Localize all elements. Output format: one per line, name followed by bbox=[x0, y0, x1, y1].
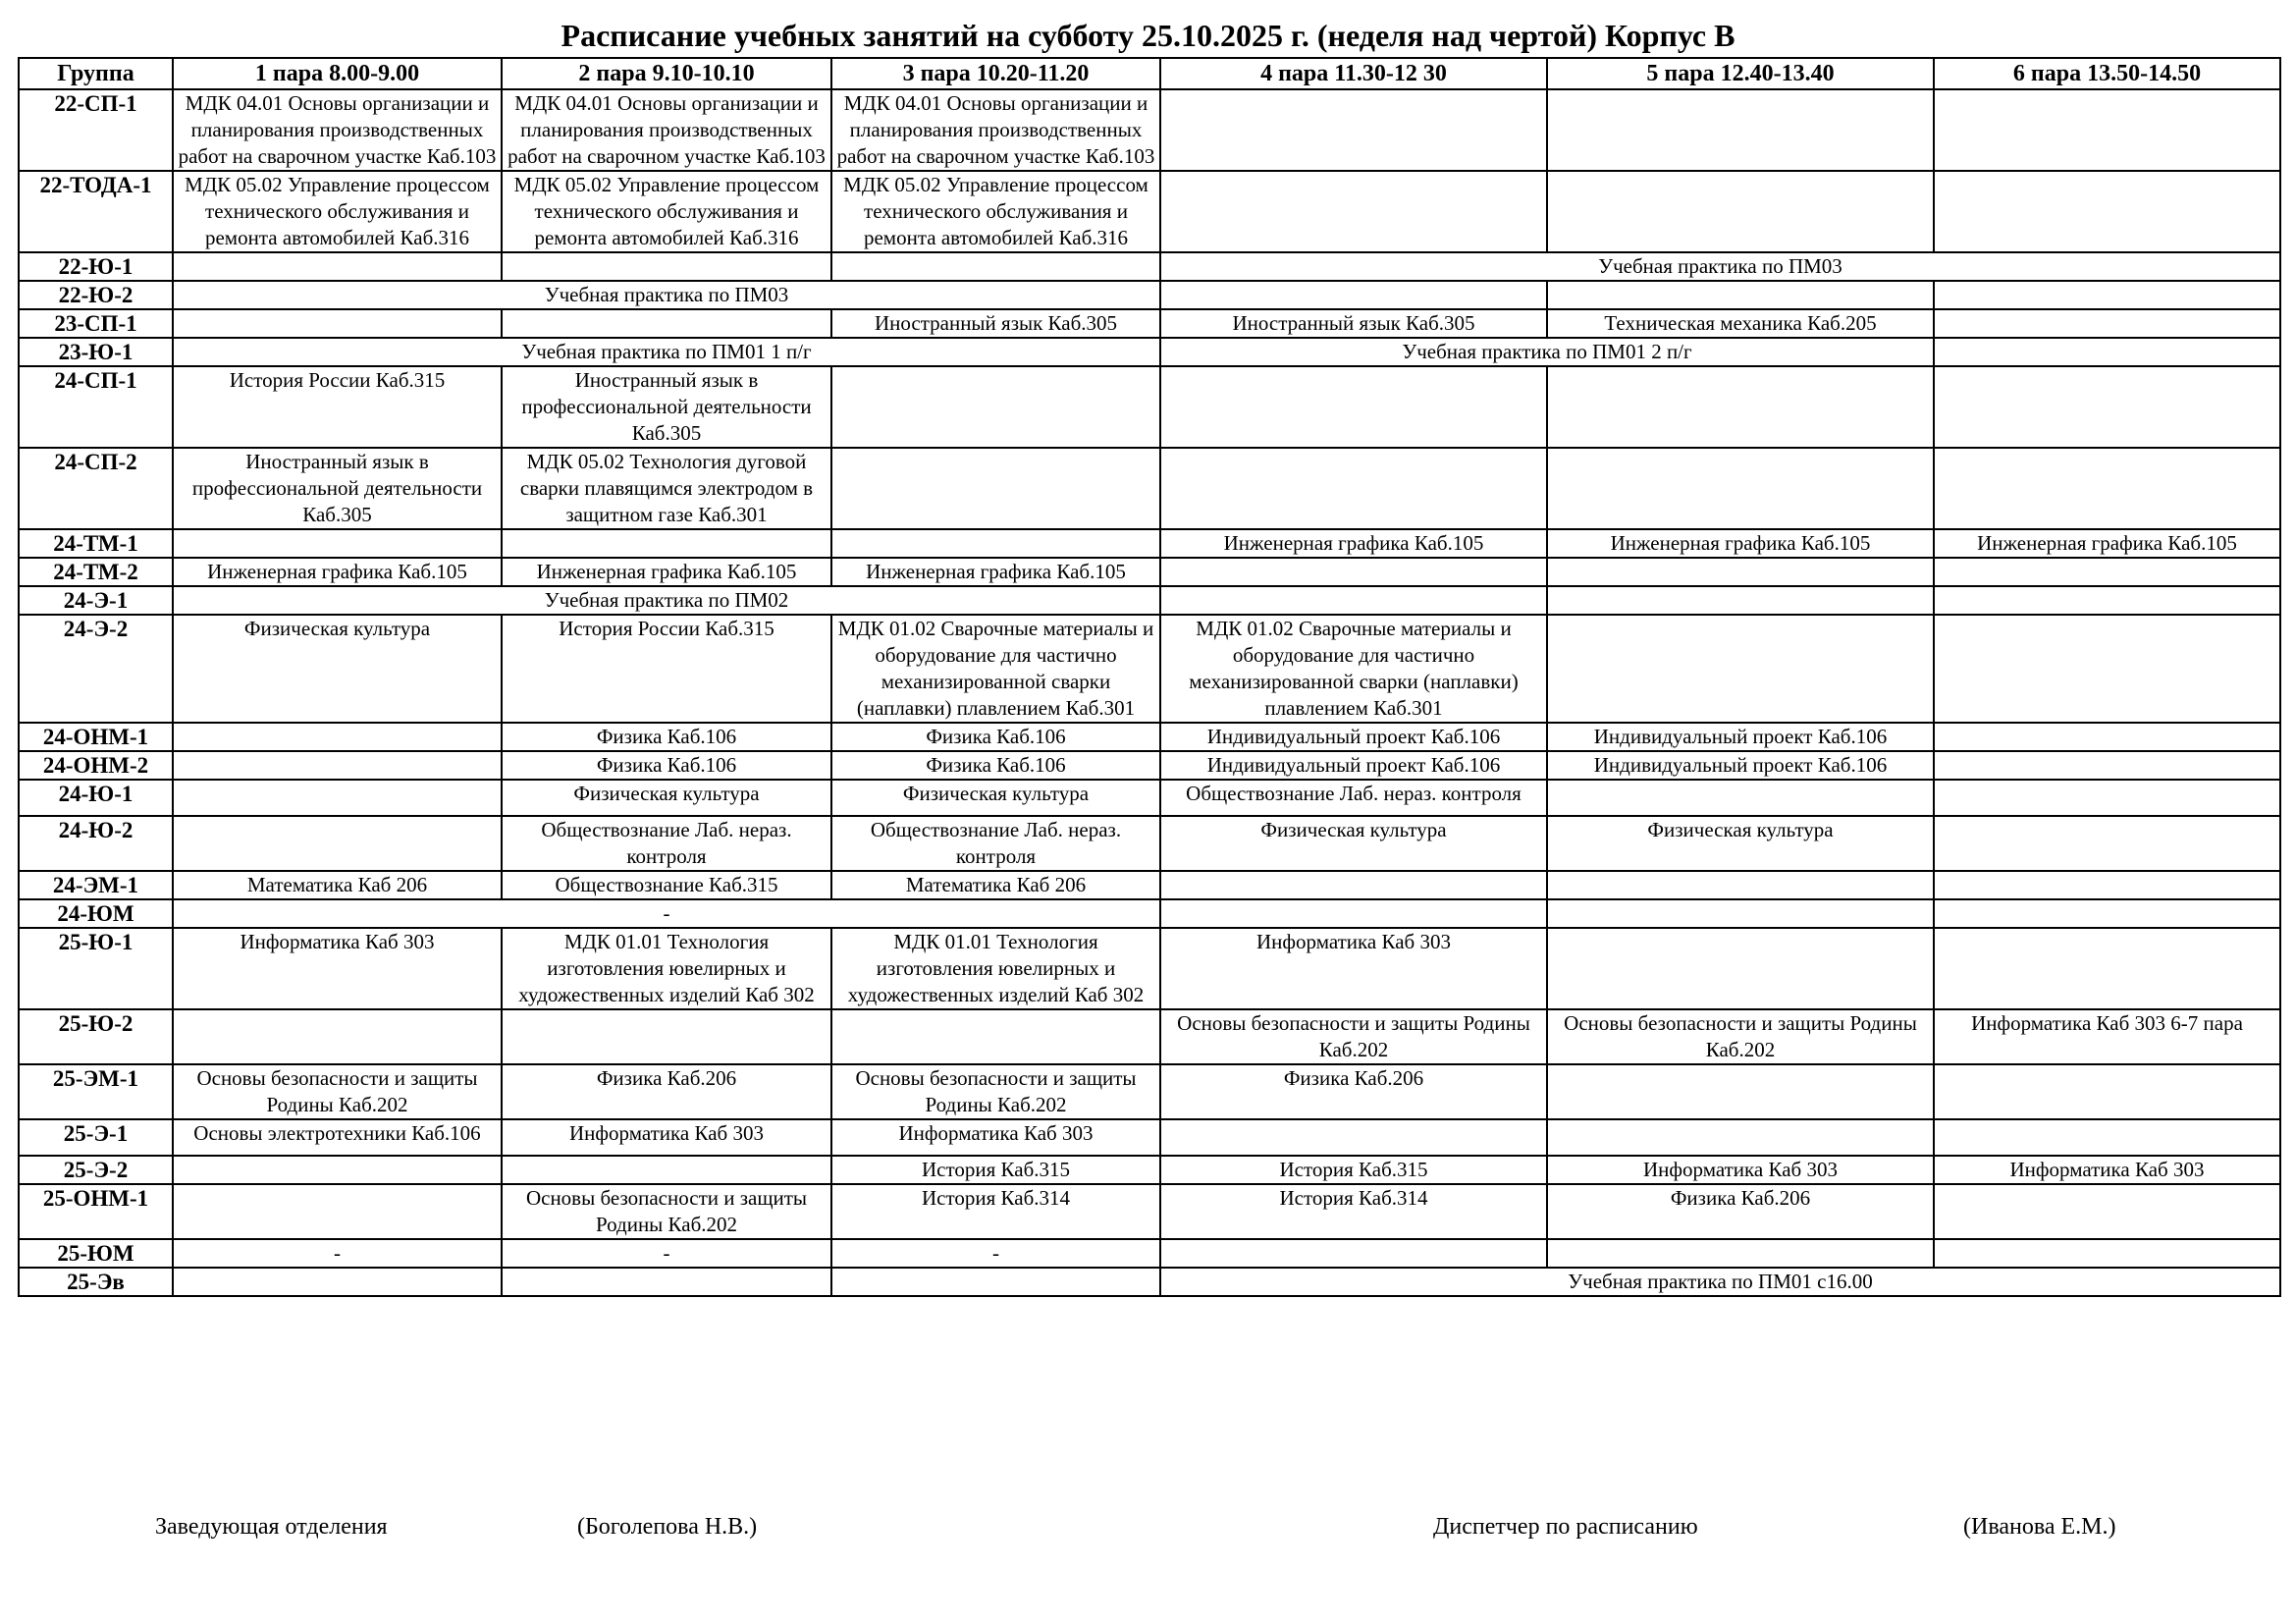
header-period-2: 2 пара 9.10-10.10 bbox=[502, 58, 831, 89]
lesson-cell bbox=[1934, 171, 2280, 252]
lesson-cell bbox=[1160, 448, 1547, 529]
schedule-row bbox=[19, 1156, 2280, 1184]
group-name-cell: 24-Э-1 bbox=[19, 586, 173, 615]
lesson-cell: Техническая механика Каб.205 bbox=[1547, 309, 1934, 338]
lesson-cell bbox=[1934, 723, 2280, 751]
dispatcher-name: (Иванова Е.М.) bbox=[1963, 1514, 2116, 1540]
group-name-cell: 23-Ю-1 bbox=[19, 338, 173, 366]
schedule-row bbox=[19, 816, 2280, 871]
lesson-cell bbox=[1934, 1184, 2280, 1239]
group-name-cell: 22-Ю-1 bbox=[19, 252, 173, 281]
lesson-cell: - bbox=[173, 1239, 502, 1268]
lesson-cell: - bbox=[173, 899, 1160, 928]
group-name-cell: 24-ЮМ bbox=[19, 899, 173, 928]
lesson-cell: - bbox=[831, 1239, 1160, 1268]
lesson-cell bbox=[502, 1156, 831, 1184]
lesson-cell: Информатика Каб 303 bbox=[502, 1119, 831, 1156]
lesson-cell bbox=[173, 751, 502, 780]
lesson-cell: Учебная практика по ПМ01 2 п/г bbox=[1160, 338, 1934, 366]
head-of-department-title: Заведующая отделения bbox=[155, 1514, 388, 1540]
signature-footer bbox=[0, 1510, 2296, 1543]
group-name-cell: 24-ЭМ-1 bbox=[19, 871, 173, 899]
lesson-cell: Обществознание Лаб. нераз. контроля bbox=[502, 816, 831, 871]
lesson-cell: МДК 04.01 Основы организации и планирования производственных работ на сварочном участке Каб.103 bbox=[831, 89, 1160, 171]
header-group: Группа bbox=[19, 58, 173, 89]
lesson-cell bbox=[1934, 281, 2280, 309]
schedule-row bbox=[19, 309, 2280, 338]
lesson-cell: Основы безопасности и защиты Родины Каб.202 bbox=[831, 1064, 1160, 1119]
lesson-cell: Физическая культура bbox=[831, 780, 1160, 816]
lesson-cell bbox=[173, 309, 502, 338]
lesson-cell: Физика Каб.206 bbox=[1547, 1184, 1934, 1239]
lesson-cell bbox=[1160, 899, 1547, 928]
schedule-row bbox=[19, 448, 2280, 529]
schedule-row bbox=[19, 871, 2280, 899]
lesson-cell bbox=[1160, 871, 1547, 899]
lesson-cell bbox=[173, 780, 502, 816]
group-name-cell: 24-ТМ-2 bbox=[19, 558, 173, 586]
lesson-cell: Физическая культура bbox=[1160, 816, 1547, 871]
lesson-cell bbox=[1547, 928, 1934, 1009]
lesson-cell: Иностранный язык в профессиональной деятельности Каб.305 bbox=[173, 448, 502, 529]
schedule-row bbox=[19, 1119, 2280, 1156]
lesson-cell: Физика Каб.206 bbox=[502, 1064, 831, 1119]
lesson-cell: Физическая культура bbox=[502, 780, 831, 816]
group-name-cell: 24-Ю-2 bbox=[19, 816, 173, 871]
lesson-cell: Физика Каб.106 bbox=[831, 723, 1160, 751]
lesson-cell bbox=[1934, 1119, 2280, 1156]
lesson-cell: Иностранный язык в профессиональной деятельности Каб.305 bbox=[502, 366, 831, 448]
lesson-cell bbox=[173, 529, 502, 558]
lesson-cell: Физика Каб.206 bbox=[1160, 1064, 1547, 1119]
lesson-cell: История Каб.314 bbox=[831, 1184, 1160, 1239]
lesson-cell: Информатика Каб 303 bbox=[1160, 928, 1547, 1009]
lesson-cell bbox=[1934, 366, 2280, 448]
lesson-cell: Иностранный язык Каб.305 bbox=[831, 309, 1160, 338]
lesson-cell: Инженерная графика Каб.105 bbox=[1160, 529, 1547, 558]
group-name-cell: 24-СП-1 bbox=[19, 366, 173, 448]
lesson-cell bbox=[1547, 780, 1934, 816]
group-name-cell: 22-ТОДА-1 bbox=[19, 171, 173, 252]
lesson-cell bbox=[1934, 816, 2280, 871]
header-period-5: 5 пара 12.40-13.40 bbox=[1547, 58, 1934, 89]
lesson-cell bbox=[1547, 366, 1934, 448]
lesson-cell: МДК 01.02 Сварочные материалы и оборудование для частично механизированной сварки (наплавки) плавлением Каб.301 bbox=[1160, 615, 1547, 723]
schedule-row bbox=[19, 1064, 2280, 1119]
lesson-cell bbox=[1547, 899, 1934, 928]
lesson-cell bbox=[1547, 1064, 1934, 1119]
schedule-row bbox=[19, 171, 2280, 252]
schedule-table bbox=[18, 57, 2281, 1297]
group-name-cell: 24-ОНМ-2 bbox=[19, 751, 173, 780]
lesson-cell bbox=[502, 252, 831, 281]
lesson-cell bbox=[831, 529, 1160, 558]
group-name-cell: 24-СП-2 bbox=[19, 448, 173, 529]
group-name-cell: 23-СП-1 bbox=[19, 309, 173, 338]
lesson-cell: Физика Каб.106 bbox=[502, 751, 831, 780]
header-period-3: 3 пара 10.20-11.20 bbox=[831, 58, 1160, 89]
lesson-cell: История Каб.315 bbox=[831, 1156, 1160, 1184]
group-name-cell: 22-Ю-2 bbox=[19, 281, 173, 309]
lesson-cell: МДК 05.02 Технология дуговой сварки плавящимся электродом в защитном газе Каб.301 bbox=[502, 448, 831, 529]
schedule-row bbox=[19, 1184, 2280, 1239]
schedule-row bbox=[19, 899, 2280, 928]
lesson-cell bbox=[1547, 171, 1934, 252]
lesson-cell bbox=[1934, 899, 2280, 928]
lesson-cell bbox=[173, 1184, 502, 1239]
group-name-cell: 24-Э-2 bbox=[19, 615, 173, 723]
group-name-cell: 24-ОНМ-1 bbox=[19, 723, 173, 751]
group-name-cell: 25-ЮМ bbox=[19, 1239, 173, 1268]
lesson-cell: Математика Каб 206 bbox=[831, 871, 1160, 899]
lesson-cell: Обществознание Лаб. нераз. контроля bbox=[831, 816, 1160, 871]
lesson-cell: Индивидуальный проект Каб.106 bbox=[1160, 723, 1547, 751]
group-name-cell: 24-ТМ-1 bbox=[19, 529, 173, 558]
group-name-cell: 25-Эв bbox=[19, 1268, 173, 1296]
lesson-cell: Обществознание Лаб. нераз. контроля bbox=[1160, 780, 1547, 816]
lesson-cell bbox=[173, 1009, 502, 1064]
lesson-cell: Основы безопасности и защиты Родины Каб.202 bbox=[1160, 1009, 1547, 1064]
lesson-cell: Учебная практика по ПМ03 bbox=[1160, 252, 2280, 281]
lesson-cell: Учебная практика по ПМ02 bbox=[173, 586, 1160, 615]
lesson-cell: МДК 05.02 Управление процессом технического обслуживания и ремонта автомобилей Каб.316 bbox=[502, 171, 831, 252]
lesson-cell: Учебная практика по ПМ01 с16.00 bbox=[1160, 1268, 2280, 1296]
lesson-cell: Обществознание Каб.315 bbox=[502, 871, 831, 899]
lesson-cell bbox=[1934, 1064, 2280, 1119]
lesson-cell bbox=[1547, 1239, 1934, 1268]
lesson-cell bbox=[831, 1268, 1160, 1296]
lesson-cell: МДК 01.01 Технология изготовления ювелирных и художественных изделий Каб 302 bbox=[831, 928, 1160, 1009]
lesson-cell: МДК 05.02 Управление процессом технического обслуживания и ремонта автомобилей Каб.316 bbox=[831, 171, 1160, 252]
lesson-cell bbox=[1160, 89, 1547, 171]
group-name-cell: 25-Ю-1 bbox=[19, 928, 173, 1009]
lesson-cell: МДК 01.02 Сварочные материалы и оборудование для частично механизированной сварки (наплавки) плавлением Каб.301 bbox=[831, 615, 1160, 723]
lesson-cell: Физика Каб.106 bbox=[831, 751, 1160, 780]
lesson-cell bbox=[1160, 281, 1547, 309]
lesson-cell: Информатика Каб 303 bbox=[1547, 1156, 1934, 1184]
header-period-6: 6 пара 13.50-14.50 bbox=[1934, 58, 2280, 89]
lesson-cell bbox=[831, 448, 1160, 529]
lesson-cell bbox=[1160, 586, 1547, 615]
lesson-cell bbox=[1934, 751, 2280, 780]
header-period-1: 1 пара 8.00-9.00 bbox=[173, 58, 502, 89]
lesson-cell bbox=[831, 252, 1160, 281]
schedule-row bbox=[19, 586, 2280, 615]
lesson-cell bbox=[1547, 448, 1934, 529]
lesson-cell: Физическая культура bbox=[173, 615, 502, 723]
lesson-cell bbox=[1934, 448, 2280, 529]
lesson-cell: Инженерная графика Каб.105 bbox=[831, 558, 1160, 586]
lesson-cell: Физика Каб.106 bbox=[502, 723, 831, 751]
lesson-cell bbox=[1934, 558, 2280, 586]
lesson-cell bbox=[1934, 928, 2280, 1009]
lesson-cell: История Каб.315 bbox=[1160, 1156, 1547, 1184]
lesson-cell: Инженерная графика Каб.105 bbox=[502, 558, 831, 586]
lesson-cell bbox=[1934, 780, 2280, 816]
lesson-cell bbox=[1160, 366, 1547, 448]
lesson-cell: Информатика Каб 303 bbox=[831, 1119, 1160, 1156]
group-name-cell: 25-Э-1 bbox=[19, 1119, 173, 1156]
lesson-cell bbox=[1547, 558, 1934, 586]
lesson-cell bbox=[1547, 281, 1934, 309]
schedule-row bbox=[19, 366, 2280, 448]
schedule-row bbox=[19, 558, 2280, 586]
lesson-cell bbox=[173, 723, 502, 751]
group-name-cell: 22-СП-1 bbox=[19, 89, 173, 171]
schedule-row bbox=[19, 780, 2280, 816]
lesson-cell: Физическая культура bbox=[1547, 816, 1934, 871]
lesson-cell: МДК 04.01 Основы организации и планирования производственных работ на сварочном участке Каб.103 bbox=[173, 89, 502, 171]
schedule-row bbox=[19, 928, 2280, 1009]
lesson-cell: Основы электротехники Каб.106 bbox=[173, 1119, 502, 1156]
schedule-row bbox=[19, 529, 2280, 558]
lesson-cell bbox=[502, 1009, 831, 1064]
lesson-cell bbox=[173, 1156, 502, 1184]
lesson-cell: Основы безопасности и защиты Родины Каб.202 bbox=[1547, 1009, 1934, 1064]
schedule-row bbox=[19, 89, 2280, 171]
lesson-cell bbox=[1160, 1239, 1547, 1268]
lesson-cell: Основы безопасности и защиты Родины Каб.202 bbox=[502, 1184, 831, 1239]
lesson-cell bbox=[1934, 89, 2280, 171]
lesson-cell: Индивидуальный проект Каб.106 bbox=[1160, 751, 1547, 780]
lesson-cell: Индивидуальный проект Каб.106 bbox=[1547, 751, 1934, 780]
lesson-cell bbox=[1934, 871, 2280, 899]
lesson-cell bbox=[1934, 586, 2280, 615]
lesson-cell bbox=[173, 252, 502, 281]
header-period-4: 4 пара 11.30-12 30 bbox=[1160, 58, 1547, 89]
lesson-cell bbox=[1547, 586, 1934, 615]
schedule-row bbox=[19, 1239, 2280, 1268]
group-name-cell: 25-Ю-2 bbox=[19, 1009, 173, 1064]
group-name-cell: 25-ОНМ-1 bbox=[19, 1184, 173, 1239]
lesson-cell: Учебная практика по ПМ01 1 п/г bbox=[173, 338, 1160, 366]
lesson-cell bbox=[502, 309, 831, 338]
lesson-cell bbox=[1547, 1119, 1934, 1156]
schedule-row bbox=[19, 281, 2280, 309]
lesson-cell: История России Каб.315 bbox=[502, 615, 831, 723]
lesson-cell: МДК 04.01 Основы организации и планирования производственных работ на сварочном участке Каб.103 bbox=[502, 89, 831, 171]
schedule-row bbox=[19, 723, 2280, 751]
lesson-cell: История Каб.314 bbox=[1160, 1184, 1547, 1239]
lesson-cell bbox=[1934, 615, 2280, 723]
lesson-cell: Иностранный язык Каб.305 bbox=[1160, 309, 1547, 338]
lesson-cell: МДК 05.02 Управление процессом технического обслуживания и ремонта автомобилей Каб.316 bbox=[173, 171, 502, 252]
page-title: Расписание учебных занятий на субботу 25.10.2025 г. (неделя над чертой) Корпус В bbox=[561, 18, 1735, 53]
lesson-cell: Инженерная графика Каб.105 bbox=[173, 558, 502, 586]
schedule-row bbox=[19, 751, 2280, 780]
lesson-cell bbox=[1934, 1239, 2280, 1268]
lesson-cell: Информатика Каб 303 bbox=[173, 928, 502, 1009]
lesson-cell bbox=[831, 366, 1160, 448]
group-name-cell: 25-Э-2 bbox=[19, 1156, 173, 1184]
head-of-department-name: (Боголепова Н.В.) bbox=[577, 1514, 758, 1540]
lesson-cell: Инженерная графика Каб.105 bbox=[1547, 529, 1934, 558]
schedule-row bbox=[19, 252, 2280, 281]
schedule-row bbox=[19, 1009, 2280, 1064]
group-name-cell: 25-ЭМ-1 bbox=[19, 1064, 173, 1119]
lesson-cell bbox=[1160, 1119, 1547, 1156]
lesson-cell bbox=[173, 816, 502, 871]
schedule-row bbox=[19, 1268, 2280, 1296]
lesson-cell: Инженерная графика Каб.105 bbox=[1934, 529, 2280, 558]
lesson-cell bbox=[1934, 309, 2280, 338]
lesson-cell bbox=[502, 1268, 831, 1296]
lesson-cell bbox=[1547, 871, 1934, 899]
lesson-cell bbox=[1934, 338, 2280, 366]
lesson-cell bbox=[831, 1009, 1160, 1064]
lesson-cell bbox=[1547, 615, 1934, 723]
lesson-cell: МДК 01.01 Технология изготовления ювелирных и художественных изделий Каб 302 bbox=[502, 928, 831, 1009]
schedule-row bbox=[19, 615, 2280, 723]
lesson-cell: Математика Каб 206 bbox=[173, 871, 502, 899]
lesson-cell: Индивидуальный проект Каб.106 bbox=[1547, 723, 1934, 751]
lesson-cell bbox=[1547, 89, 1934, 171]
lesson-cell: Информатика Каб 303 6-7 пара bbox=[1934, 1009, 2280, 1064]
lesson-cell bbox=[502, 529, 831, 558]
schedule-row bbox=[19, 338, 2280, 366]
lesson-cell bbox=[1160, 171, 1547, 252]
lesson-cell: - bbox=[502, 1239, 831, 1268]
lesson-cell: Информатика Каб 303 bbox=[1934, 1156, 2280, 1184]
header-row bbox=[19, 58, 2280, 89]
lesson-cell: Основы безопасности и защиты Родины Каб.202 bbox=[173, 1064, 502, 1119]
lesson-cell bbox=[1160, 558, 1547, 586]
group-name-cell: 24-Ю-1 bbox=[19, 780, 173, 816]
lesson-cell: Учебная практика по ПМ03 bbox=[173, 281, 1160, 309]
lesson-cell bbox=[173, 1268, 502, 1296]
lesson-cell: История России Каб.315 bbox=[173, 366, 502, 448]
dispatcher-title: Диспетчер по расписанию bbox=[1433, 1514, 1698, 1540]
